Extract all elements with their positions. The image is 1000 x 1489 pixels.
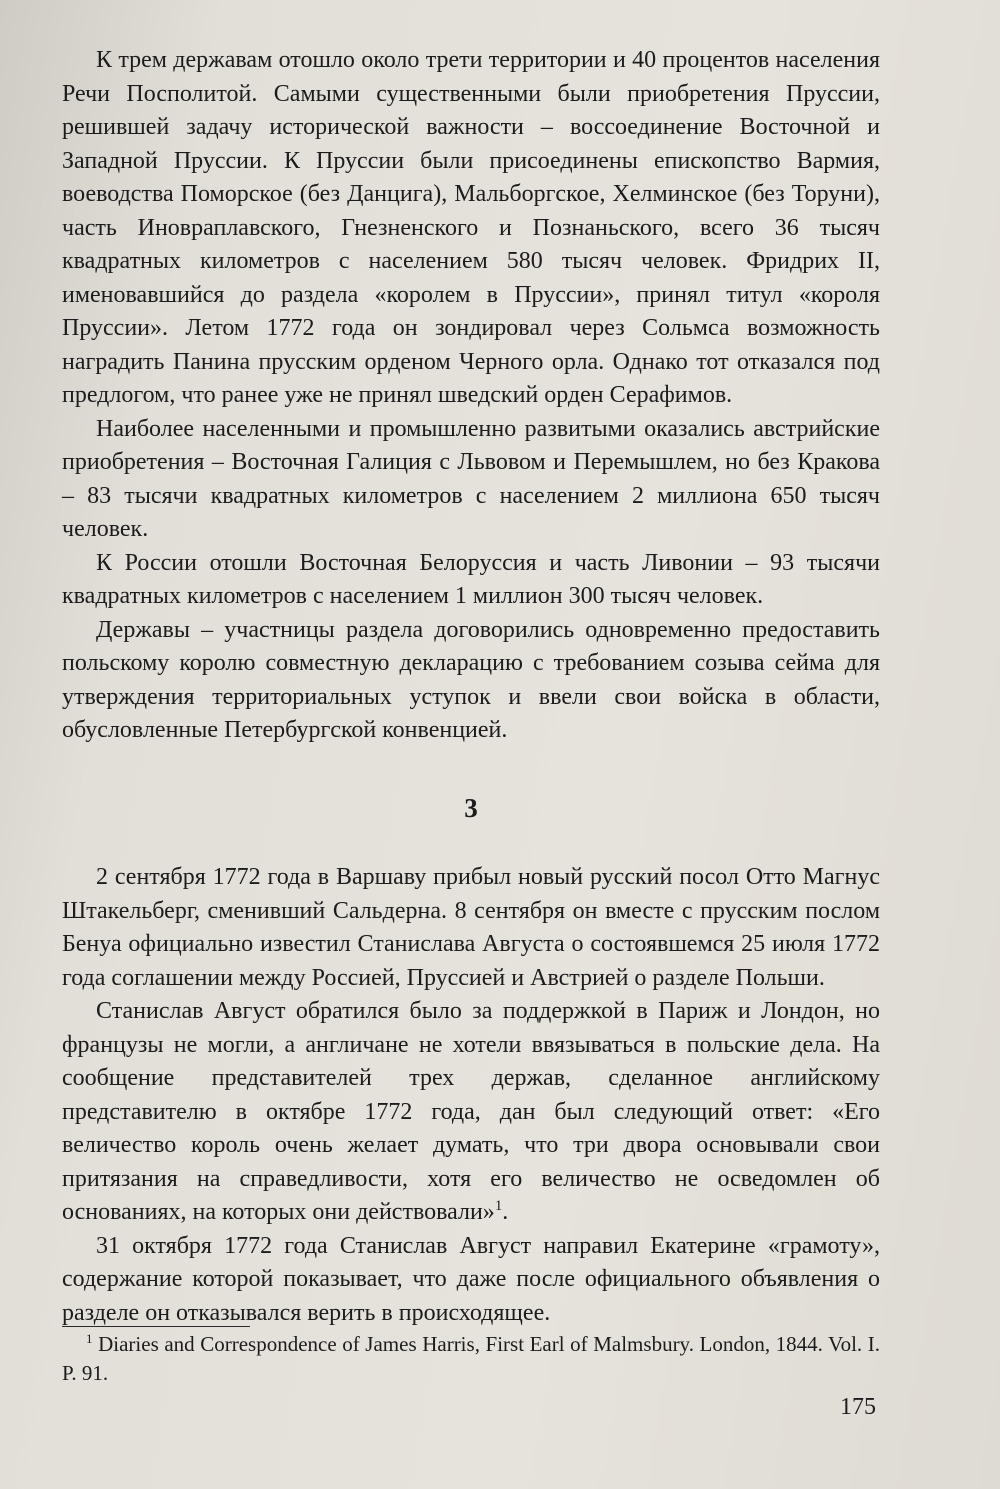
paragraph: Державы – участницы раздела договорились одновременно предоставить польскому королю совместную декларацию с требованием созыва сейма для утверждения территориальных уступок и ввели свои войска в области, обусловленные Петербургской конвенцией. <box>62 616 880 743</box>
paragraph: К России отошли Восточная Белоруссия и часть Ливонии – 93 тысячи квадратных километров с населением 1 миллион 300 тысяч человек. <box>62 549 880 609</box>
footnote <box>62 1330 880 1388</box>
footnote-reference: 1 <box>494 1198 503 1214</box>
paragraph: 2 сентября 1772 года в Варшаву прибыл новый русский посол Отто Магнус Штакельберг, сменивший Сальдерна. 8 сентября он вместе с прусским послом Бенуа официально известил Станислава Августа о состоявшемся 25 июля 1772 года соглашении между Россией, Пруссией и Австрией о разделе Польши. <box>62 864 880 991</box>
footnote-marker: 1 <box>86 1331 93 1346</box>
page-number: 175 <box>840 1394 876 1420</box>
paragraph: 31 октября 1772 года Станислав Август направил Екатерине «грамоту», содержание которой показывает, что даже после официального объявления о разделе он отказывался верить в происходящее. <box>62 1232 880 1326</box>
paragraph: К трем державам отошло около трети территории и 40 процентов населения Речи Посполитой. Самыми существенными были приобретения Пруссии, решившей задачу исторической важности – воссоединение Восточной и Западной Пруссии. К Пруссии были присоединены епископство Вармия, воеводства Поморское (без Данцига), Мальборгское, Хелминское (без Торуни), часть Иновраплавского, Гнезненского и Познаньского, всего 36 тысяч квадратных километров с населением 580 тысяч человек. Фридрих II, именовавшийся до раздела «королем в Пруссии», принял титул «короля Пруссии». Летом 1772 года он зондировал через Сольмса возможность наградить Панина прусским орденом Черного орла. Однако тот отказался под предлогом, что ранее уже не принял шведский орден Серафимов. <box>62 47 880 408</box>
section-number: 3 <box>464 792 478 823</box>
paragraph-text: Станислав Август обратился было за поддержкой в Париж и Лондон, но французы не могли, а англичане не хотели ввязываться в польские дела. На сообщение представителей трех держав, сделанное английскому представителю в октябре 1772 года, дан был следующий ответ: «Его величество король очень желает думать, что три двора основывали свои притязания на справедливости, хотя его величество не осведомлен об основаниях, на которых они действовали» <box>62 998 880 1225</box>
paragraph: Наиболее населенными и промышленно развитыми оказались австрийские приобретения – Восточная Галиция с Львовом и Перемышлем, но без Кракова – 83 тысячи квадратных километров с населением 2 миллиона 650 тысяч человек. <box>62 415 880 542</box>
paragraph-with-footnote-ref: Станислав Август обратился было за поддержкой в Париж и Лондон, но французы не могли, а англичане не хотели ввязываться в польские дела. На сообщение представителей трех держав, сделанное английскому представителю в октябре 1772 года, дан был следующий ответ: «Его величество король очень желает думать, что три двора основывали свои притязания на справедливости, хотя его величество не осведомлен об основаниях, на которых они действовали»$^1$. <box>62 998 880 1225</box>
footnote-divider <box>62 1326 250 1327</box>
footnote-text: Diaries and Correspondence of James Harris, First Earl of Malmsbury. London, 1844. Vol. I. P. 91. <box>62 1332 880 1385</box>
main-text <box>62 44 880 1330</box>
